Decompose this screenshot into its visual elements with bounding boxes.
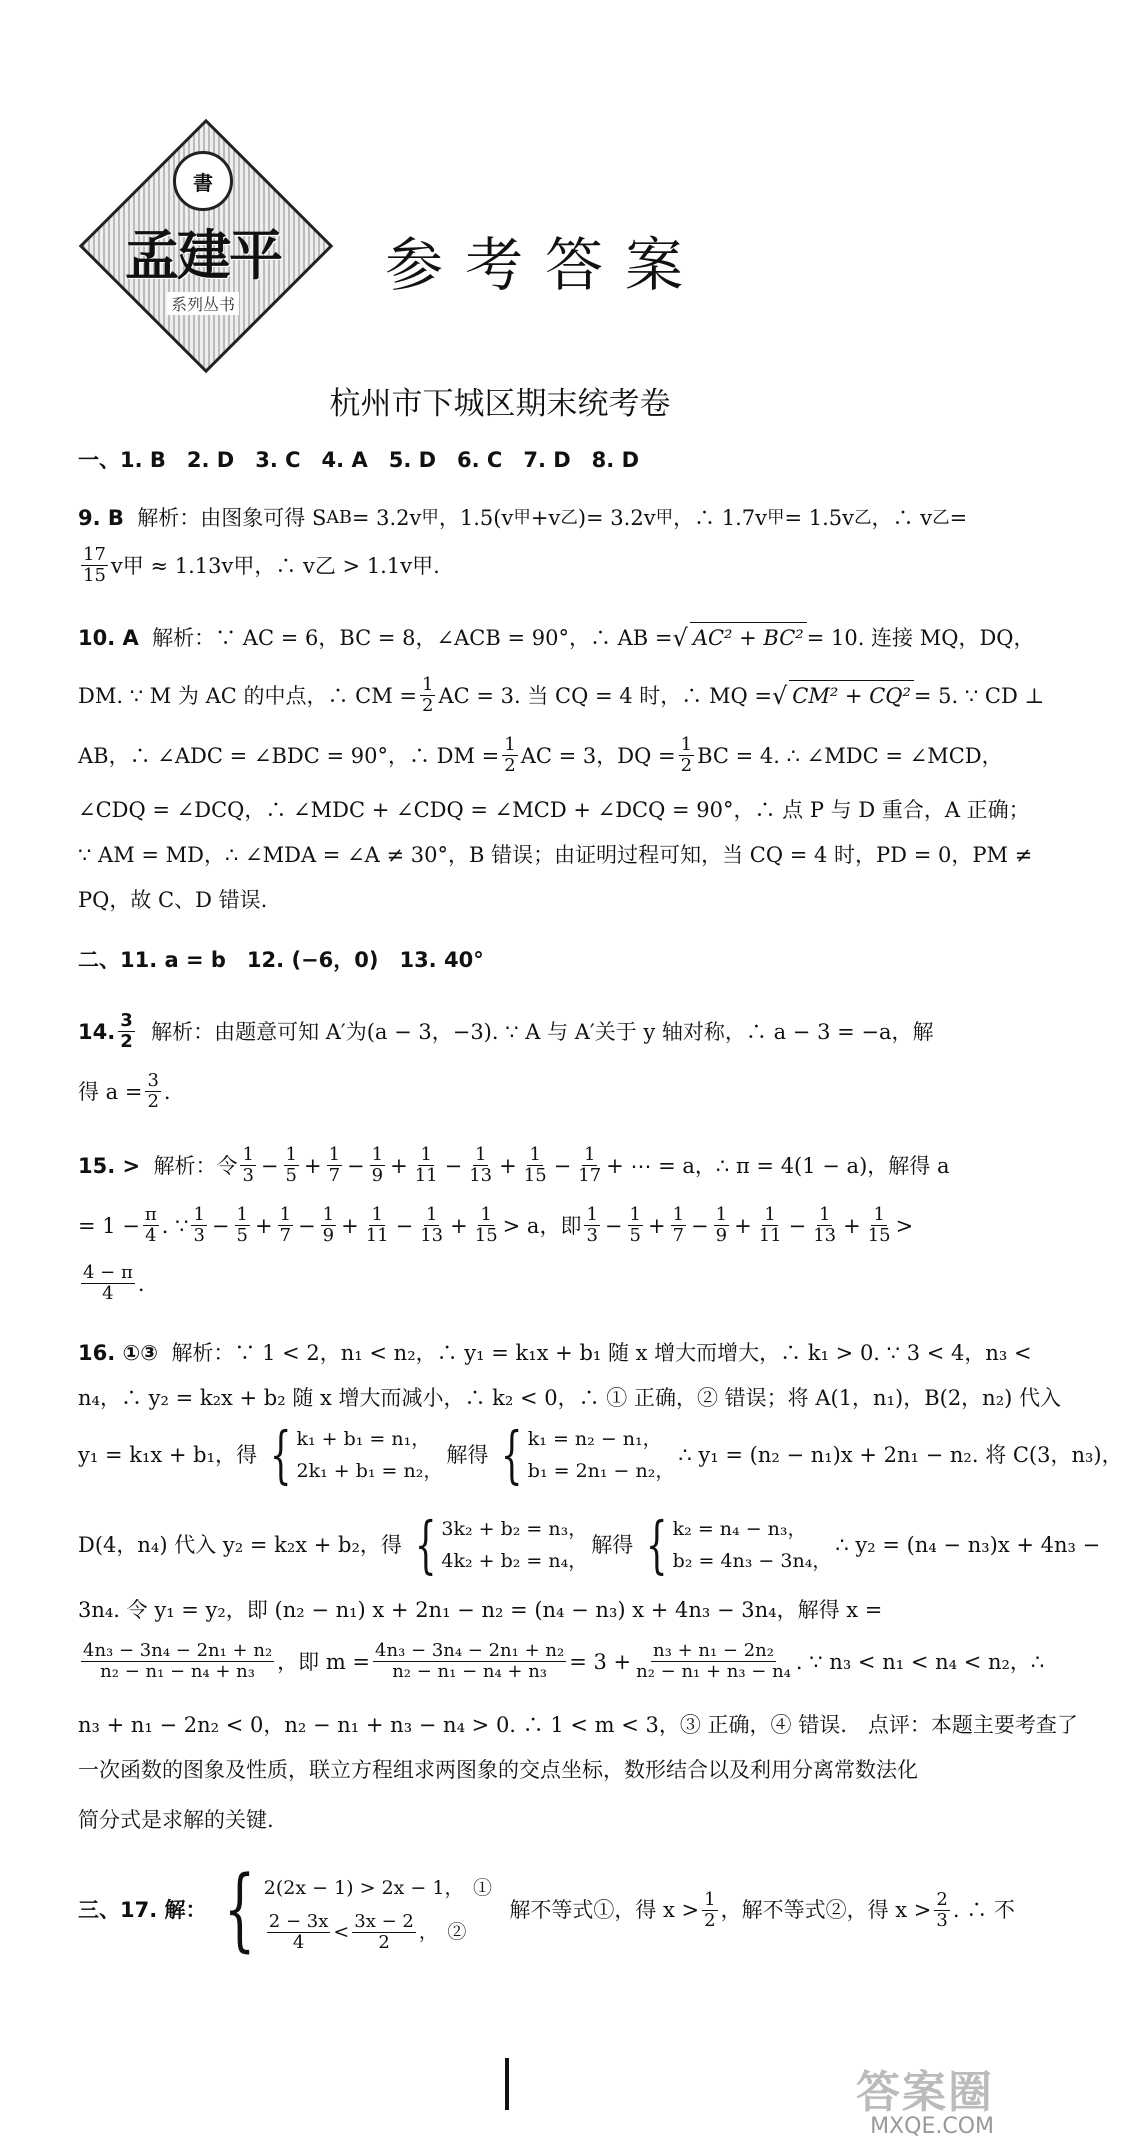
series-fraction bbox=[866, 1205, 893, 1246]
fraction-den: 2 bbox=[704, 1909, 716, 1931]
fraction-num: 1 bbox=[425, 1204, 438, 1225]
q10-text: AB，∴ ∠ADC = ∠BDC = 90°，∴ DM = bbox=[78, 743, 500, 768]
fraction-num: 1 bbox=[279, 1204, 292, 1225]
fraction bbox=[502, 735, 517, 776]
series-sign: + bbox=[390, 1153, 408, 1178]
series-fraction bbox=[284, 1145, 299, 1186]
fraction-num: 1 bbox=[236, 1204, 248, 1225]
fraction-num: 1 bbox=[422, 674, 434, 695]
fraction-den: 3 bbox=[193, 1225, 205, 1246]
series-fraction bbox=[235, 1205, 250, 1246]
series-fraction bbox=[584, 1205, 599, 1246]
fraction-num: 4 − π bbox=[83, 1262, 133, 1283]
series-sign: − bbox=[691, 1213, 709, 1238]
series-sign: + bbox=[734, 1213, 752, 1238]
fraction-num: 1 bbox=[715, 1204, 728, 1225]
equation-line: 2k₁ + b₁ = n₂， bbox=[296, 1460, 443, 1482]
series-sign: − bbox=[788, 1213, 807, 1238]
series-fraction bbox=[413, 1145, 440, 1186]
inequality-system bbox=[211, 1857, 492, 1962]
equation-system bbox=[406, 1508, 588, 1581]
answer-line-16 bbox=[78, 1338, 1032, 1368]
series-sign: − bbox=[298, 1213, 316, 1238]
fraction-num: 1 bbox=[873, 1204, 885, 1225]
fraction bbox=[679, 735, 694, 776]
fraction bbox=[143, 1205, 159, 1246]
fraction-num: 1 bbox=[529, 1144, 541, 1165]
equation-line: 3k₂ + b₂ = n₃， bbox=[441, 1518, 588, 1540]
series-fraction bbox=[811, 1205, 838, 1246]
q9-text: v甲 ≈ 1.13v甲，∴ v乙 > 1.1v甲. bbox=[110, 553, 440, 578]
fraction-num: 1 bbox=[193, 1204, 205, 1225]
fraction-den: n₂ − n₁ − n₄ + n₃ bbox=[392, 1661, 548, 1682]
fill-blank-answers: 11. a = b 12. (−6，0) 13. 40° bbox=[120, 948, 484, 972]
fraction bbox=[352, 1912, 416, 1953]
sqrt-icon: √ bbox=[672, 623, 688, 652]
series-fraction bbox=[522, 1145, 549, 1186]
q15-text: 解析：令 bbox=[153, 1153, 238, 1178]
q16-text: ，即 m = bbox=[277, 1649, 371, 1674]
fraction bbox=[81, 1263, 135, 1304]
answer-line-15 bbox=[78, 1145, 949, 1186]
answer-line-16h bbox=[78, 1755, 918, 1785]
series-fraction bbox=[757, 1205, 784, 1246]
fraction-den: 4 bbox=[145, 1225, 157, 1246]
fraction bbox=[634, 1641, 793, 1682]
q16-text: 一次函数的图象及性质，联立方程组求两图象的交点坐标，数形结合以及利用分离常数法化 bbox=[78, 1758, 918, 1782]
fraction-num: 1 bbox=[672, 1204, 685, 1225]
series-fraction bbox=[467, 1145, 494, 1186]
fraction bbox=[118, 1011, 135, 1052]
fraction-den: 13 bbox=[469, 1165, 493, 1186]
fraction-num: 4n₃ − 3n₄ − 2n₁ + n₂ bbox=[375, 1640, 565, 1661]
series-fraction bbox=[628, 1205, 643, 1246]
logo-subtext: 系列丛书 bbox=[167, 292, 239, 315]
brace-icon: { bbox=[646, 1508, 668, 1581]
q16-text: D(4，n₄) 代入 y₂ = k₂x + b₂，得 bbox=[78, 1533, 402, 1557]
fraction-den: n₂ − n₁ + n₃ − n₄ bbox=[636, 1661, 791, 1682]
fraction-num: 1 bbox=[322, 1204, 335, 1225]
fraction-den: 15 bbox=[83, 565, 106, 586]
q9-sub: 乙 bbox=[854, 508, 872, 528]
fraction-den: 2 bbox=[504, 755, 516, 776]
exam-title: 杭州市下城区期末统考卷 bbox=[329, 386, 671, 422]
fraction-den: 13 bbox=[813, 1225, 837, 1246]
fraction-den: 2 bbox=[120, 1031, 133, 1052]
answer-line-10c bbox=[78, 735, 1003, 776]
brace-icon: { bbox=[269, 1418, 292, 1491]
q9-text: +v bbox=[530, 506, 561, 530]
q16-label: 16. ①③ bbox=[78, 1341, 159, 1365]
fraction-num: 1 bbox=[371, 1204, 383, 1225]
logo-text: 孟建平 bbox=[125, 224, 281, 287]
q9-text: ，∴ 1.7v bbox=[673, 506, 767, 530]
q14-text: . bbox=[163, 1079, 171, 1104]
watermark bbox=[744, 2056, 994, 2139]
series-fraction bbox=[327, 1145, 342, 1186]
series-sign: − bbox=[604, 1213, 623, 1238]
series-fraction bbox=[418, 1205, 445, 1246]
inequality-sign: < bbox=[333, 1921, 350, 1943]
fraction-den: 11 bbox=[758, 1225, 782, 1246]
q10-text: = 10. 连接 MQ，DQ， bbox=[806, 625, 1035, 650]
fraction-den: 5 bbox=[629, 1225, 641, 1246]
equation-line: k₂ = n₄ − n₃， bbox=[672, 1518, 807, 1540]
fraction-num: 1 bbox=[629, 1204, 641, 1225]
answer-line-14 bbox=[78, 1011, 934, 1052]
fraction-num: 1 bbox=[586, 1204, 598, 1225]
equation-system bbox=[261, 1418, 443, 1491]
series-sign: + bbox=[843, 1213, 861, 1238]
equation-line: k₁ = n₂ − n₁， bbox=[527, 1428, 662, 1450]
q15-text: > a，即 bbox=[502, 1213, 582, 1238]
series-fraction bbox=[321, 1205, 336, 1246]
fraction-num: 1 bbox=[285, 1144, 297, 1165]
answer-line-15c bbox=[78, 1263, 145, 1304]
q9-text: )= 3.2v bbox=[577, 506, 656, 530]
answer-line-10 bbox=[78, 622, 1035, 653]
q10-text: BC = 4. ∴ ∠MDC = ∠MCD， bbox=[697, 743, 1003, 768]
equation-line: b₂ = 4n₃ − 3n₄， bbox=[672, 1550, 832, 1572]
series-expression bbox=[237, 1145, 606, 1186]
fraction-num: 3 bbox=[147, 1070, 159, 1091]
q17-label: 三、17. 解： bbox=[78, 1898, 207, 1922]
q9-sub: 乙 bbox=[560, 508, 578, 528]
series-fraction bbox=[370, 1145, 385, 1186]
equation-system bbox=[637, 1508, 832, 1581]
q16-text: 简分式是求解的关键. bbox=[78, 1808, 274, 1832]
fraction-den: 5 bbox=[236, 1225, 248, 1246]
q16-text: y₁ = k₁x + b₁，得 bbox=[78, 1443, 258, 1467]
equation-line: 4k₂ + b₂ = n₄， bbox=[441, 1550, 588, 1572]
fraction-den: 3 bbox=[242, 1165, 254, 1186]
logo-seal-icon: 書 bbox=[173, 151, 233, 211]
series-sign: + bbox=[499, 1153, 517, 1178]
q16-text: n₄，∴ y₂ = k₂x + b₂ 随 x 增大而减小，∴ k₂ < 0，∴ ① 正确，② 错误；将 A(1，n₁)，B(2，n₂) 代入 bbox=[78, 1386, 1061, 1410]
fraction bbox=[81, 1641, 274, 1682]
fraction-num: 3x − 2 bbox=[354, 1910, 414, 1932]
fraction-den: 2 bbox=[147, 1091, 159, 1112]
fraction-num: 1 bbox=[704, 1888, 716, 1910]
fraction-den: 11 bbox=[414, 1165, 438, 1186]
fraction-num: 1 bbox=[764, 1204, 776, 1225]
fraction-den: 9 bbox=[715, 1225, 728, 1246]
q10-text: ∵ AM = MD，∴ ∠MDA = ∠A ≠ 30°，B 错误；由证明过程可知，当 CQ = 4 时，PD = 0，PM ≠ bbox=[78, 843, 1033, 867]
series-fraction bbox=[278, 1205, 293, 1246]
fraction-num: 1 bbox=[504, 734, 516, 755]
watermark-en: MXQE.COM bbox=[870, 2114, 994, 2139]
fraction-den: 15 bbox=[867, 1225, 891, 1246]
series-sign: − bbox=[444, 1153, 463, 1178]
fraction-num: 4n₃ − 3n₄ − 2n₁ + n₂ bbox=[83, 1640, 273, 1661]
brace-icon: { bbox=[223, 1857, 255, 1962]
q17-text: . ∴ 不 bbox=[952, 1898, 1015, 1922]
fraction-num: 17 bbox=[83, 544, 106, 565]
fraction-num: π bbox=[144, 1204, 157, 1225]
q9-sub: 甲 bbox=[513, 508, 531, 528]
fraction-num: 3 bbox=[120, 1010, 133, 1031]
q16-text: 解析：∵ 1 < 2，n₁ < n₂，∴ y₁ = k₁x + b₁ 随 x 增大而增大，∴ k₁ > 0. ∵ 3 < 4，n₃ < bbox=[171, 1341, 1032, 1365]
series-expression bbox=[581, 1205, 895, 1246]
multiple-choice-answers: 一、1. B 2. D 3. C 4. A 5. D 6. C 7. D 8. D bbox=[78, 448, 640, 472]
fraction-den: 9 bbox=[322, 1225, 335, 1246]
q10-label: 10. A bbox=[78, 625, 139, 650]
q9-label: 9. B bbox=[78, 506, 124, 530]
series-sign: + bbox=[341, 1213, 359, 1238]
series-fraction bbox=[671, 1205, 686, 1246]
q9-text: 解析：由图象可得 S bbox=[137, 506, 327, 530]
q9-text: ，1.5(v bbox=[438, 506, 514, 530]
series-expression bbox=[188, 1205, 502, 1246]
answer-line-16d bbox=[78, 1508, 1101, 1581]
inequality-line: ， ② bbox=[418, 1921, 467, 1943]
q9-text: = 3.2v bbox=[351, 506, 422, 530]
q16-text: 3n₄. 令 y₁ = y₂，即 (n₂ − n₁) x + 2n₁ − n₂ = (n₄ − n₃) x + 4n₃ − 3n₄，解得 x = bbox=[78, 1598, 883, 1622]
fraction-den: 3 bbox=[936, 1909, 948, 1931]
q10-text: 解析：∵ AC = 6，BC = 8，∠ACB = 90°，∴ AB = bbox=[152, 625, 673, 650]
q16-text: 解得 bbox=[591, 1533, 634, 1557]
answer-line-15b bbox=[78, 1205, 913, 1246]
answer-line-14b bbox=[78, 1071, 171, 1112]
fraction bbox=[267, 1912, 331, 1953]
fraction-den: 9 bbox=[371, 1165, 384, 1186]
fraction-num: 1 bbox=[371, 1144, 384, 1165]
fraction-num: 1 bbox=[474, 1144, 487, 1165]
fraction-den: 4 bbox=[102, 1283, 114, 1304]
q17-text: 解不等式①，得 x > bbox=[509, 1898, 700, 1922]
watermark-cn: 答案圈 bbox=[856, 2067, 994, 2118]
q16-text: n₃ + n₁ − 2n₂ < 0，n₂ − n₁ + n₃ − n₄ > 0. ∴ 1 < m < 3，③ 正确，④ 错误. 点评：本题主要考查了 bbox=[78, 1713, 1078, 1737]
equation-line: b₁ = 2n₁ − n₂， bbox=[527, 1460, 675, 1482]
fraction-num: 1 bbox=[242, 1144, 254, 1165]
fraction-num: 2 − 3x bbox=[268, 1910, 329, 1932]
answer-line-10b bbox=[78, 675, 1044, 716]
q10-text: = 5. ∵ CD ⊥ bbox=[913, 683, 1045, 708]
fraction-den: 4 bbox=[292, 1931, 305, 1953]
section-label: 二、 bbox=[78, 948, 120, 972]
fraction-num: 1 bbox=[480, 1204, 492, 1225]
series-fraction bbox=[576, 1145, 603, 1186]
answer-line-16i bbox=[78, 1805, 274, 1835]
fraction-num: 1 bbox=[328, 1144, 341, 1165]
q10-text: AC = 3，DQ = bbox=[520, 743, 676, 768]
q15-text: + ⋯ = a，∴ π = 4(1 − a)，解得 a bbox=[606, 1153, 950, 1178]
q9-text: = 1.5v bbox=[784, 506, 855, 530]
fraction bbox=[81, 545, 108, 586]
inequality-line: 2(2x − 1) > 2x − 1， ① bbox=[263, 1877, 492, 1899]
series-fraction bbox=[714, 1205, 729, 1246]
q16-text: ∴ y₂ = (n₄ − n₃)x + 4n₃ − bbox=[835, 1533, 1101, 1557]
series-sign: − bbox=[260, 1153, 279, 1178]
q10-text: PQ，故 C、D 错误. bbox=[78, 888, 268, 912]
q15-text: . bbox=[137, 1271, 145, 1296]
q9-sub: 甲 bbox=[421, 508, 439, 528]
answer-line-16c bbox=[78, 1418, 1123, 1491]
q16-text: = 3 + bbox=[569, 1649, 632, 1674]
q10-text: AC = 3. 当 CQ = 4 时，∴ MQ = bbox=[438, 683, 772, 708]
fraction-den: 11 bbox=[365, 1225, 389, 1246]
sqrt-expression: AC² + BC² bbox=[690, 622, 807, 653]
q15-text: > bbox=[895, 1213, 914, 1238]
fraction-num: 1 bbox=[420, 1144, 432, 1165]
equation-system bbox=[492, 1418, 675, 1491]
series-sign: + bbox=[647, 1213, 666, 1238]
brand-logo bbox=[78, 118, 328, 368]
equation-line: k₁ + b₁ = n₁， bbox=[296, 1428, 431, 1450]
series-fraction bbox=[191, 1205, 206, 1246]
sqrt-expression: CM² + CQ² bbox=[789, 680, 914, 711]
series-fraction bbox=[364, 1205, 391, 1246]
q9-sub: 甲 bbox=[767, 508, 785, 528]
series-sign: + bbox=[303, 1153, 322, 1178]
fraction-den: 2 bbox=[378, 1931, 390, 1953]
fraction-den: n₂ − n₁ − n₄ + n₃ bbox=[100, 1661, 255, 1682]
answer-line-10d bbox=[78, 795, 1030, 825]
fraction-den: 7 bbox=[279, 1225, 292, 1246]
brace-icon: { bbox=[501, 1418, 523, 1491]
answer-line-10f bbox=[78, 885, 267, 915]
answer-line-16b bbox=[78, 1383, 1061, 1413]
series-sign: − bbox=[347, 1153, 365, 1178]
q9-sub: 乙 bbox=[932, 508, 950, 528]
series-sign: + bbox=[450, 1213, 468, 1238]
fraction-num: 1 bbox=[680, 734, 693, 755]
q15-label: 15. > bbox=[78, 1153, 141, 1178]
q9-sub: 甲 bbox=[655, 508, 674, 528]
q14-text: 解析：由题意可知 A′为(a − 3，−3). ∵ A 与 A′关于 y 轴对称，∴ a − 3 = −a，解 bbox=[151, 1019, 934, 1044]
fraction-den: 7 bbox=[328, 1165, 341, 1186]
sqrt-icon: √ bbox=[771, 681, 788, 710]
q9-text: ，∴ v bbox=[871, 506, 933, 530]
q16-text: ∴ y₁ = (n₂ − n₁)x + 2n₁ − n₂. 将 C(3，n₃)， bbox=[678, 1443, 1123, 1467]
page-bar-mark bbox=[505, 2058, 509, 2110]
q17-text: ，解不等式②，得 x > bbox=[720, 1898, 932, 1922]
fraction-num: 1 bbox=[818, 1204, 831, 1225]
brace-icon: { bbox=[414, 1508, 437, 1581]
fraction bbox=[420, 675, 435, 716]
q16-text: 解得 bbox=[446, 1443, 489, 1467]
series-sign: − bbox=[395, 1213, 414, 1238]
fraction-den: 15 bbox=[474, 1225, 498, 1246]
answer-line-16f bbox=[78, 1641, 1044, 1682]
fraction-num: 2 bbox=[936, 1888, 948, 1910]
answer-line-10e bbox=[78, 840, 1032, 870]
fraction-den: 3 bbox=[586, 1225, 598, 1246]
q10-text: DM. ∵ M 为 AC 的中点，∴ CM = bbox=[78, 683, 418, 708]
fraction bbox=[702, 1890, 717, 1931]
fraction-den: 5 bbox=[285, 1165, 297, 1186]
q10-text: ∠CDQ = ∠DCQ，∴ ∠MDC + ∠CDQ = ∠MCD + ∠DCQ = 90°，∴ 点 P 与 D 重合，A 正确； bbox=[78, 798, 1030, 822]
fraction-den: 7 bbox=[672, 1225, 685, 1246]
q14-label: 14. bbox=[78, 1019, 116, 1044]
answer-line-11 bbox=[78, 945, 484, 975]
answer-line-16g bbox=[78, 1710, 1078, 1740]
fraction-num: n₃ + n₁ − 2n₂ bbox=[653, 1640, 774, 1661]
fraction bbox=[373, 1641, 566, 1682]
answer-line-1 bbox=[78, 445, 639, 475]
fraction-den: 13 bbox=[420, 1225, 444, 1246]
q9-sub: AB bbox=[326, 508, 352, 528]
fraction-den: 17 bbox=[578, 1165, 602, 1186]
q15-text: . ∵ bbox=[161, 1213, 189, 1238]
answer-line-17 bbox=[78, 1857, 1015, 1962]
fraction-den: 2 bbox=[680, 755, 693, 776]
q16-text: . ∵ n₃ < n₁ < n₄ < n₂，∴ bbox=[795, 1649, 1045, 1674]
series-sign: + bbox=[254, 1213, 273, 1238]
fraction bbox=[145, 1071, 160, 1112]
answer-line-9b bbox=[78, 545, 440, 586]
series-sign: − bbox=[553, 1153, 572, 1178]
fraction-den: 2 bbox=[422, 695, 434, 716]
q15-text: = 1 − bbox=[78, 1213, 140, 1238]
series-fraction bbox=[473, 1205, 500, 1246]
series-sign: − bbox=[211, 1213, 230, 1238]
fraction-den: 15 bbox=[523, 1165, 547, 1186]
page-title: 参考答案 bbox=[385, 231, 706, 299]
q14-text: 得 a = bbox=[78, 1079, 143, 1104]
answer-line-16e bbox=[78, 1595, 882, 1625]
fraction-num: 1 bbox=[583, 1144, 596, 1165]
q9-text: = bbox=[949, 506, 968, 530]
fraction bbox=[934, 1890, 949, 1931]
answer-line-9 bbox=[78, 503, 967, 533]
series-fraction bbox=[240, 1145, 255, 1186]
